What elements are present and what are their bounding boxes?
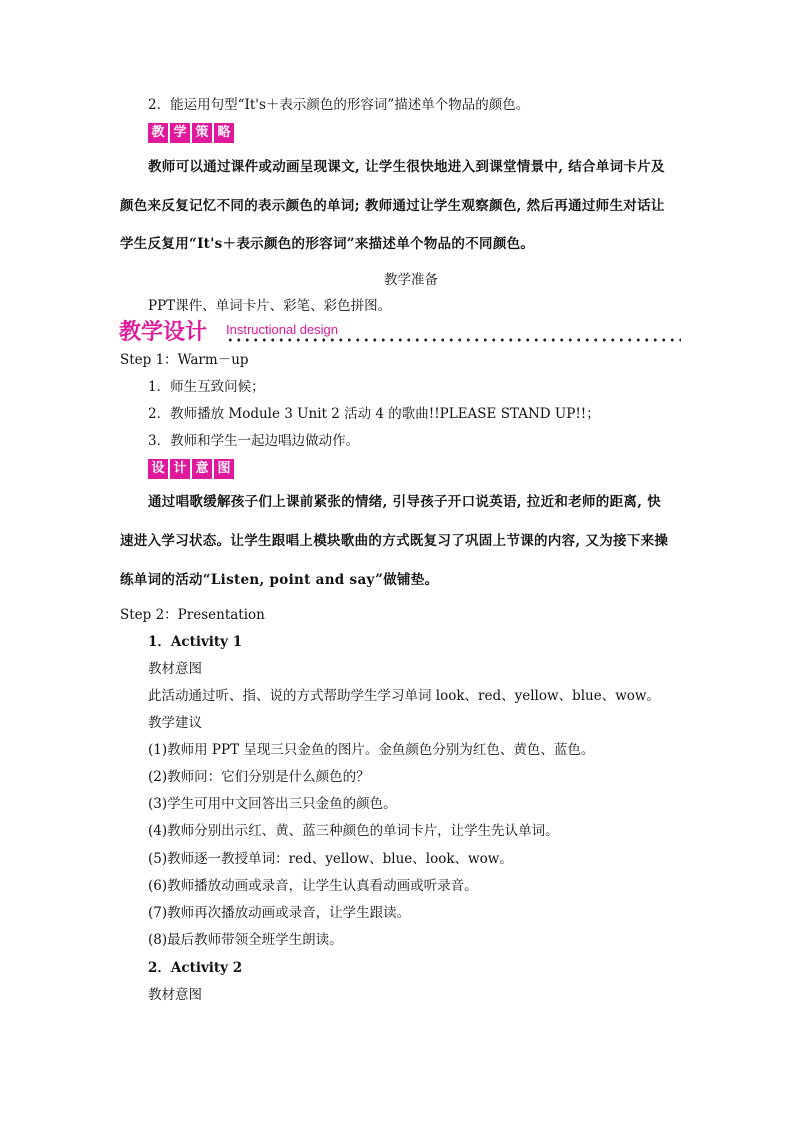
preparation-title: 教学准备 [384,272,438,288]
activity1-suggest-label: 教学建议 [148,715,202,731]
goal-line-2: 2．能运用句型“It's＋表示颜色的形容词”描述单个物品的颜色。 [148,97,530,113]
tag-char: 教 [148,123,168,143]
activity1-step: (2)教师问：它们分别是什么颜色的？ [148,769,370,785]
tag-char: 设 [148,459,168,479]
activity1-step: (3)学生可用中文回答出三只金鱼的颜色。 [148,796,397,812]
strategy-tag [148,123,234,143]
intent-line-2: 速进入学习状态。让学生跟唱上模块歌曲的方式既复习了巩固上节课的内容, 又为接下来操 [120,533,669,549]
activity1-step: (8)最后教师带领全班学生朗读。 [148,932,343,948]
intent-line-1: 通过唱歌缓解孩子们上课前紧张的情绪, 引导孩子开口说英语, 拉近和老师的距离, 快 [148,494,661,510]
activity1-step: (5)教师逐一教授单词：red、yellow、blue、look、wow。 [148,851,513,867]
activity1-intent: 此活动通过听、指、说的方式帮助学生学习单词 look、red、yellow、blue、wow。 [148,688,660,704]
section-heading [119,318,681,350]
strategy-line-2: 颜色来反复记忆不同的表示颜色的单词; 教师通过让学生观察颜色, 然后再通过师生对话让 [120,198,665,214]
tag-char: 策 [192,123,212,143]
step1-label: Step 1：Warm－up [120,352,249,368]
tag-char: 学 [170,123,190,143]
dotted-rule [226,338,681,342]
step1-item: 2．教师播放 Module 3 Unit 2 活动 4 的歌曲!!PLEASE STAND UP!!； [148,406,600,422]
heading-zh: 教学设计 [119,320,208,345]
tag-char: 略 [214,123,234,143]
activity1-step: (1)教师用 PPT 呈现三只金鱼的图片。金鱼颜色分别为红色、黄色、蓝色。 [148,742,595,758]
strategy-line-3: 学生反复用“It's＋表示颜色的形容词”来描述单个物品的不同颜色。 [120,236,535,252]
intent-line-3: 练单词的活动“Listen, point and say”做铺垫。 [120,572,439,588]
preparation-text: PPT课件、单词卡片、彩笔、彩色拼图。 [148,298,392,314]
step1-item: 3．教师和学生一起边唱边做动作。 [148,433,360,449]
activity1-step: (4)教师分别出示红、黄、蓝三种颜色的单词卡片，让学生先认单词。 [148,823,559,839]
strategy-line-1: 教师可以通过课件或动画呈现课文, 让学生很快地进入到课堂情景中, 结合单词卡片及 [148,159,665,175]
tag-char: 计 [170,459,190,479]
activity1-step: (6)教师播放动画或录音，让学生认真看动画或听录音。 [148,878,478,894]
intent-tag [148,459,234,479]
heading-en: Instructional design [226,322,339,337]
activity2-title: 2．Activity 2 [148,960,243,976]
activity1-title: 1．Activity 1 [148,634,243,650]
step2-label: Step 2：Presentation [120,607,265,623]
tag-char: 图 [214,459,234,479]
tag-char: 意 [192,459,212,479]
activity2-intent-label: 教材意图 [148,987,202,1003]
activity1-intent-label: 教材意图 [148,661,202,677]
activity1-step: (7)教师再次播放动画或录音，让学生跟读。 [148,905,411,921]
step1-item: 1．师生互致问候； [148,379,265,395]
